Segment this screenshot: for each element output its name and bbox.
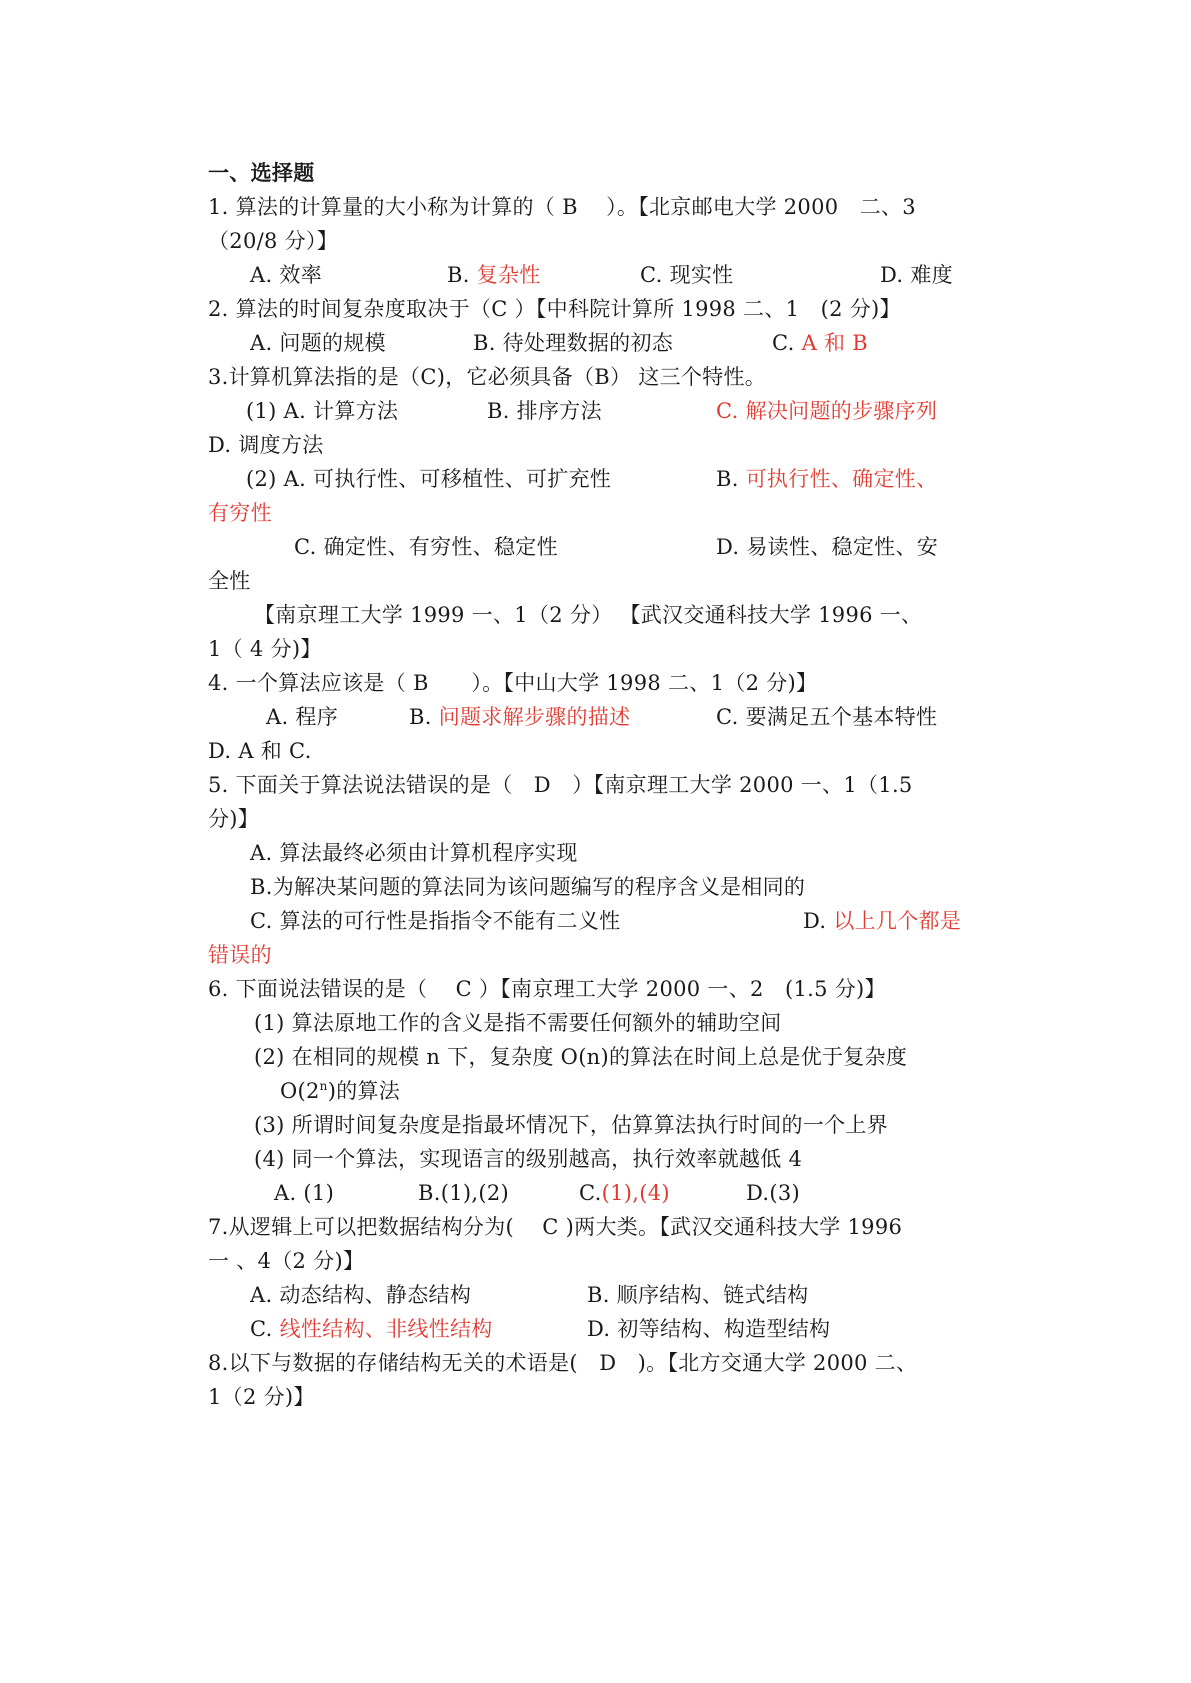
q6-option-a: A. (1) — [274, 1181, 335, 1205]
q6-statement-3: (3) 所谓时间复杂度是指最坏情况下，估算算法执行时间的一个上界 — [254, 1113, 889, 1137]
q5-option-b: B.为解决某问题的算法同为该问题编写的程序含义是相同的 — [250, 875, 806, 899]
answer-highlight: 可执行性、确定性、 — [745, 467, 938, 491]
option-letter: B. — [716, 467, 746, 491]
q3-part2-option-b — [716, 464, 937, 494]
q1-option-d: D. 难度 — [880, 263, 953, 287]
q3-part1-option-a: (1) A. 计算方法 — [246, 399, 399, 423]
q5-option-c: C. 算法的可行性是指指令不能有二义性 — [250, 909, 621, 933]
q7-option-a: A. 动态结构、静态结构 — [250, 1283, 472, 1307]
exponent: n — [319, 1079, 328, 1093]
q2-option-c — [772, 328, 868, 358]
q7-option-c — [250, 1314, 493, 1344]
question-2-text: 2. 算法的时间复杂度取决于（C ）【中科院计算所 1998 二、1 (2 分)】 — [208, 297, 901, 321]
option-letter: D. — [803, 909, 834, 933]
q5-option-d-cont: 错误的 — [208, 943, 272, 967]
q7-option-b: B. 顺序结构、链式结构 — [587, 1283, 809, 1307]
q3-part2-option-b-cont: 有穷性 — [208, 501, 272, 525]
option-letter: B. — [447, 263, 477, 287]
answer-highlight: 问题求解步骤的描述 — [438, 705, 631, 729]
answer-highlight: 复杂性 — [476, 263, 541, 287]
question-1-text: 1. 算法的计算量的大小称为计算的（ B ）。【北京邮电大学 2000 二、3 — [208, 195, 916, 219]
q2-option-a: A. 问题的规模 — [250, 331, 386, 355]
q1-option-a: A. 效率 — [250, 263, 323, 287]
q3-part2-option-d: D. 易读性、稳定性、安 — [716, 535, 939, 559]
q4-option-b — [409, 702, 630, 732]
question-8-source: 1（2 分)】 — [208, 1385, 315, 1409]
q5-option-a: A. 算法最终必须由计算机程序实现 — [250, 841, 578, 865]
q6-statement-1: (1) 算法原地工作的含义是指不需要任何额外的辅助空间 — [254, 1011, 782, 1035]
q6-option-b: B.(1),(2) — [418, 1181, 509, 1205]
q3-part2-option-c: C. 确定性、有穷性、稳定性 — [294, 535, 558, 559]
q1-option-b — [447, 260, 541, 290]
option-letter: B. — [409, 705, 439, 729]
question-4-text: 4. 一个算法应该是（ B ）。【中山大学 1998 二、1（2 分)】 — [208, 671, 818, 695]
answer-highlight: 以上几个都是 — [833, 909, 962, 933]
q3-part2-option-d-cont: 全性 — [208, 569, 251, 593]
q6-statement-2-cont — [280, 1076, 400, 1106]
answer-highlight: 线性结构、非线性结构 — [279, 1317, 493, 1341]
question-7-source: 一 、4（2 分)】 — [208, 1249, 365, 1273]
question-5-source: 分)】 — [208, 807, 260, 831]
q6-statement-2: (2) 在相同的规模 n 下，复杂度 O(n)的算法在时间上总是优于复杂度 — [254, 1045, 908, 1069]
section-title: 一、选择题 — [208, 161, 315, 185]
question-1-source: （20/8 分）】 — [208, 229, 339, 253]
question-3-source-cont: 1（ 4 分)】 — [208, 637, 322, 661]
question-3-text: 3.计算机算法指的是（C)，它必须具备（B） 这三个特性。 — [208, 365, 767, 389]
formula-part: )的算法 — [327, 1079, 401, 1103]
question-3-source: 【南京理工大学 1999 一、1（2 分） 【武汉交通科技大学 1996 一、 — [254, 603, 923, 627]
option-letter: C. — [250, 1317, 280, 1341]
option-letter: C. — [579, 1181, 602, 1205]
question-8-text: 8.以下与数据的存储结构无关的术语是( D )。【北方交通大学 2000 二、 — [208, 1351, 918, 1375]
question-5-text: 5. 下面关于算法说法错误的是（ D ）【南京理工大学 2000 一、1（1.5 — [208, 773, 913, 797]
q6-option-c — [579, 1178, 670, 1208]
q3-part1-option-d: D. 调度方法 — [208, 433, 324, 457]
q1-option-c: C. 现实性 — [640, 263, 734, 287]
answer-highlight: (1),(4) — [601, 1181, 670, 1205]
q4-option-c: C. 要满足五个基本特性 — [716, 705, 938, 729]
formula-part: O(2 — [280, 1079, 320, 1103]
option-letter: C. — [772, 331, 802, 355]
q7-option-d: D. 初等结构、构造型结构 — [587, 1317, 831, 1341]
question-6-text: 6. 下面说法错误的是（ C ）【南京理工大学 2000 一、2 (1.5 分)】 — [208, 977, 886, 1001]
q6-option-d: D.(3) — [746, 1181, 801, 1205]
q3-part1-option-c: C. 解决问题的步骤序列 — [716, 399, 938, 423]
q5-option-d — [803, 906, 961, 936]
q3-part2-option-a: (2) A. 可执行性、可移植性、可扩充性 — [246, 467, 612, 491]
question-7-text: 7.从逻辑上可以把数据结构分为( C )两大类。【武汉交通科技大学 1996 — [208, 1215, 903, 1239]
q4-option-d: D. A 和 C. — [208, 739, 312, 763]
answer-highlight: A 和 B — [801, 331, 869, 355]
q2-option-b: B. 待处理数据的初态 — [473, 331, 674, 355]
q6-statement-4: (4) 同一个算法，实现语言的级别越高，执行效率就越低 4 — [254, 1147, 803, 1171]
q4-option-a: A. 程序 — [266, 705, 339, 729]
q3-part1-option-b: B. 排序方法 — [487, 399, 602, 423]
